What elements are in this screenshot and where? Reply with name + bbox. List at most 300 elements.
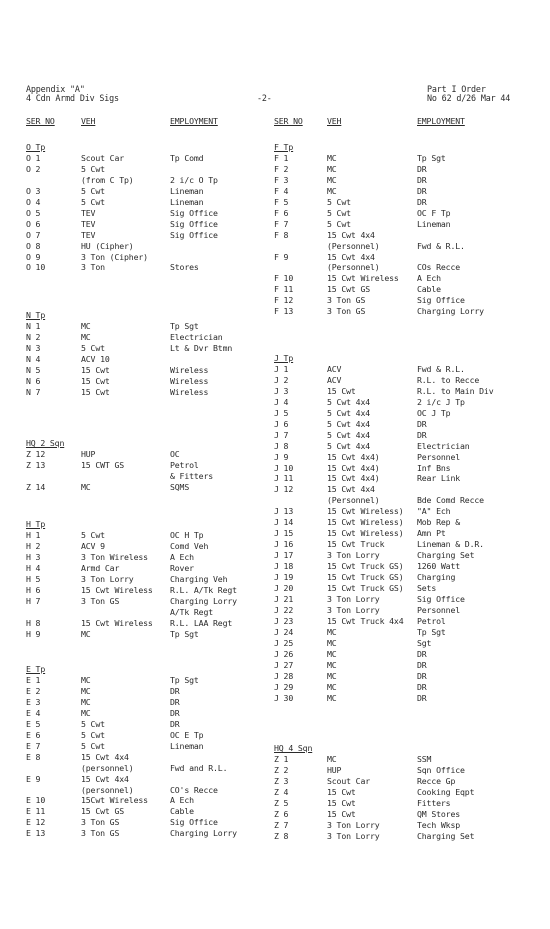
- right-row-ser-no: J 13: [274, 506, 294, 517]
- right-row-ser-no: F 1: [274, 152, 289, 163]
- right-row-ser-no: J 28: [274, 670, 294, 681]
- unit-label: 4 Cdn Armd Div Sigs: [26, 93, 119, 103]
- right-row-employment: Fitters: [417, 797, 451, 808]
- right-row-vehicle: 15 Cwt: [327, 808, 356, 819]
- right-row-employment: Charging: [417, 572, 456, 582]
- right-row-vehicle: 3 Ton GS: [327, 295, 366, 306]
- left-row-vehicle: TEV: [81, 218, 96, 229]
- right-row-vehicle: 15 Cwt Wireless: [327, 273, 399, 284]
- right-row-employment: 2 i/c J Tp: [417, 396, 465, 407]
- left-section-title: N Tp: [26, 310, 46, 320]
- left-row-ser-no: H 2: [26, 540, 41, 551]
- right-section-title: HQ 4 Sqn: [274, 743, 313, 753]
- right-row-employment: DR: [417, 648, 427, 659]
- left-row-employment: DR: [170, 707, 180, 718]
- right-section-title: F Tp: [274, 142, 294, 152]
- left-row-ser-no: O 3: [26, 185, 41, 196]
- left-row-ser-no: E 12: [26, 817, 46, 828]
- right-row-vehicle: 5 Cwt: [327, 196, 351, 207]
- order-number: No 62 d/26 Mar 44: [427, 93, 511, 103]
- right-row-ser-no: Z 5: [274, 797, 289, 808]
- right-row-ser-no: J 10: [274, 462, 294, 473]
- right-row-ser-no: Z 4: [274, 786, 289, 797]
- right-row-vehicle: 15 Cwt: [327, 786, 356, 797]
- right-row-vehicle: MC: [327, 659, 337, 670]
- right-row-vehicle: ACV: [327, 374, 342, 385]
- right-row-employment: Lineman & D.R.: [417, 539, 484, 550]
- left-row-ser-no: O 5: [26, 207, 41, 218]
- right-row-ser-no: F 8: [274, 229, 289, 240]
- right-row-employment: Sqn Office: [417, 764, 465, 775]
- left-row-employment: Wireless: [170, 364, 209, 375]
- left-row-vehicle: (from C Tp): [81, 174, 134, 185]
- right-row-ser-no: J 6: [274, 418, 289, 429]
- left-row-vehicle: 15 Cwt GS: [81, 806, 125, 817]
- left-row-vehicle: 15 Cwt Wireless: [81, 584, 153, 595]
- left-row-vehicle: 5 Cwt: [81, 718, 105, 729]
- left-row-ser-no: H 4: [26, 562, 41, 573]
- right-row-employment: OC F Tp: [417, 207, 451, 218]
- right-row-ser-no: J 2: [274, 374, 289, 385]
- left-row-ser-no: E 7: [26, 740, 41, 751]
- left-row-ser-no: O 9: [26, 251, 41, 262]
- right-row-vehicle: 5 Cwt 4x4: [327, 418, 371, 429]
- left-row-ser-no: H 7: [26, 595, 41, 606]
- right-row-vehicle: 15 Cwt 4x4): [327, 451, 380, 462]
- left-row-employment: OC H Tp: [170, 530, 204, 540]
- right-row-ser-no: J 23: [274, 615, 294, 626]
- right-row-ser-no: F 9: [274, 251, 289, 262]
- right-row-vehicle: 5 Cwt 4x4: [327, 429, 371, 440]
- left-row-ser-no: O 1: [26, 152, 41, 163]
- left-row-ser-no: H 8: [26, 617, 41, 628]
- right-row-ser-no: F 10: [274, 273, 294, 284]
- left-row-vehicle: MC: [81, 331, 91, 342]
- right-row-employment: Cable: [417, 284, 441, 295]
- left-row-employment: Stores: [170, 262, 199, 273]
- left-row-ser-no: N 5: [26, 364, 41, 375]
- left-row-employment: Sig Office: [170, 229, 218, 240]
- left-row-employment: SQMS: [170, 481, 190, 492]
- left-row-employment: DR: [170, 696, 180, 707]
- left-row-vehicle: 15 Cwt: [81, 364, 110, 375]
- left-row-vehicle: 15 Cwt 4x4: [81, 751, 129, 762]
- right-row-employment: DR: [417, 163, 427, 174]
- right-row-vehicle: HUP: [327, 764, 342, 775]
- right-row-vehicle: (Personnel): [327, 495, 380, 506]
- left-row-employment: Wireless: [170, 386, 209, 397]
- left-row-vehicle: ACV 10: [81, 353, 110, 364]
- right-row-vehicle: 15 Cwt Truck GS): [327, 583, 404, 593]
- right-row-ser-no: J 9: [274, 451, 289, 462]
- left-section-title: H Tp: [26, 519, 46, 529]
- right-row-vehicle: MC: [327, 626, 337, 637]
- right-row-employment: Tp Sgt: [417, 626, 446, 637]
- order-title: Part I Order: [427, 84, 486, 94]
- right-row-ser-no: F 13: [274, 306, 294, 317]
- left-row-ser-no: N 1: [26, 320, 41, 331]
- left-row-vehicle: ACV 9: [81, 540, 105, 551]
- right-row-employment: Inf Bns: [417, 462, 451, 473]
- left-row-employment: Charging Lorry: [170, 595, 237, 606]
- right-row-vehicle: 15 Cwt 4x4): [327, 473, 380, 484]
- right-row-employment: Lineman: [417, 218, 451, 229]
- right-row-employment: Fwd & R.L.: [417, 363, 465, 374]
- right-row-employment: Charging Lorry: [417, 306, 484, 317]
- right-row-employment: R.L. to Recce: [417, 374, 480, 385]
- left-row-employment: Wireless: [170, 375, 209, 386]
- left-row-vehicle: HU (Cipher): [81, 240, 134, 251]
- left-row-ser-no: E 1: [26, 675, 41, 685]
- right-col-employment-header: EMPLOYMENT: [417, 116, 465, 126]
- left-section-title: O Tp: [26, 142, 46, 152]
- left-row-vehicle: MC: [81, 628, 91, 639]
- left-row-employment: Rover: [170, 562, 194, 573]
- left-row-employment: 2 i/c O Tp: [170, 174, 218, 185]
- left-row-employment: Electrician: [170, 331, 223, 342]
- left-row-ser-no: E 2: [26, 685, 41, 696]
- left-row-employment: Sig Office: [170, 817, 218, 828]
- right-row-vehicle: 5 Cwt 4x4: [327, 407, 371, 418]
- right-row-employment: DR: [417, 659, 427, 670]
- left-row-vehicle: Scout Car: [81, 152, 125, 163]
- right-row-vehicle: MC: [327, 670, 337, 681]
- left-row-ser-no: E 5: [26, 718, 41, 729]
- right-row-employment: OC J Tp: [417, 407, 451, 418]
- right-row-ser-no: J 18: [274, 561, 294, 571]
- right-row-vehicle: 15 Cwt: [327, 797, 356, 808]
- right-row-vehicle: MC: [327, 163, 337, 174]
- left-row-vehicle: 3 Ton Wireless: [81, 551, 148, 562]
- left-row-employment: Comd Veh: [170, 540, 209, 551]
- left-row-ser-no: Z 14: [26, 481, 46, 492]
- right-row-ser-no: J 20: [274, 583, 294, 593]
- right-row-ser-no: F 11: [274, 284, 294, 295]
- right-row-ser-no: J 19: [274, 572, 294, 582]
- left-row-ser-no: E 9: [26, 773, 41, 784]
- left-row-ser-no: E 3: [26, 696, 41, 707]
- left-row-employment: & Fitters: [170, 470, 214, 481]
- left-row-employment: Tp Sgt: [170, 675, 199, 685]
- left-row-ser-no: H 5: [26, 573, 41, 584]
- right-row-vehicle: 15 Cwt GS: [327, 284, 371, 295]
- right-row-employment: DR: [417, 418, 427, 429]
- right-row-vehicle: 15 Cwt 4x4: [327, 484, 375, 495]
- right-row-ser-no: J 5: [274, 407, 289, 418]
- left-row-vehicle: (personnel): [81, 784, 134, 795]
- right-row-vehicle: 3 Ton Lorry: [327, 550, 380, 561]
- right-row-ser-no: F 4: [274, 185, 289, 196]
- left-row-vehicle: 15 Cwt: [81, 375, 110, 386]
- right-row-vehicle: 5 Cwt 4x4: [327, 396, 371, 407]
- right-row-vehicle: (Personnel): [327, 262, 380, 273]
- right-row-employment: Tp Sgt: [417, 152, 446, 163]
- right-row-ser-no: J 24: [274, 626, 294, 637]
- right-row-vehicle: 15 Cwt Wireless): [327, 528, 404, 539]
- left-row-vehicle: 15 Cwt Wireless: [81, 617, 153, 628]
- left-row-employment: Tp Sgt: [170, 320, 199, 331]
- left-row-employment: Sig Office: [170, 207, 218, 218]
- left-row-ser-no: E 4: [26, 707, 41, 718]
- left-row-ser-no: H 3: [26, 551, 41, 562]
- left-row-ser-no: N 3: [26, 342, 41, 353]
- left-row-vehicle: 3 Ton GS: [81, 828, 120, 839]
- left-row-vehicle: MC: [81, 707, 91, 718]
- left-row-employment: CO's Recce: [170, 784, 218, 795]
- right-row-vehicle: 3 Ton Lorry: [327, 819, 380, 830]
- right-row-employment: Fwd & R.L.: [417, 240, 465, 251]
- right-row-vehicle: 5 Cwt 4x4: [327, 440, 371, 451]
- left-row-vehicle: MC: [81, 685, 91, 696]
- right-row-vehicle: 3 Ton Lorry: [327, 604, 380, 615]
- right-row-vehicle: 15 Cwt Truck: [327, 539, 385, 550]
- right-row-vehicle: 3 Ton Lorry: [327, 830, 380, 841]
- left-row-employment: Lt & Dvr Btmn: [170, 342, 233, 353]
- left-row-ser-no: O 6: [26, 218, 41, 229]
- right-row-ser-no: J 11: [274, 473, 294, 484]
- right-row-ser-no: J 27: [274, 659, 294, 670]
- left-row-vehicle: 15Cwt Wireless: [81, 795, 148, 806]
- page-number: -2-: [257, 93, 272, 103]
- left-row-ser-no: N 6: [26, 375, 41, 386]
- left-row-vehicle: 5 Cwt: [81, 163, 105, 174]
- right-row-ser-no: J 3: [274, 385, 289, 396]
- left-row-vehicle: 15 Cwt 4x4: [81, 773, 129, 784]
- right-row-vehicle: MC: [327, 754, 337, 764]
- left-row-vehicle: HUP: [81, 448, 96, 459]
- right-row-employment: Sig Office: [417, 593, 465, 604]
- left-row-vehicle: 3 Ton GS: [81, 817, 120, 828]
- right-row-employment: Petrol: [417, 615, 446, 626]
- left-row-vehicle: 5 Cwt: [81, 342, 105, 353]
- right-col-ser-header: SER NO: [274, 116, 303, 126]
- right-row-employment: 1260 Watt: [417, 561, 461, 571]
- right-row-employment: Recce Gp: [417, 775, 456, 786]
- left-row-vehicle: 5 Cwt: [81, 196, 105, 207]
- right-row-ser-no: Z 3: [274, 775, 289, 786]
- left-row-employment: Petrol: [170, 459, 199, 470]
- left-row-vehicle: 5 Cwt: [81, 530, 105, 540]
- left-section-title: HQ 2 Sqn: [26, 438, 65, 448]
- right-row-employment: Cooking Eqpt: [417, 786, 475, 797]
- right-row-employment: COs Recce: [417, 262, 461, 273]
- right-row-employment: Electrician: [417, 440, 470, 451]
- right-row-employment: SSM: [417, 754, 432, 764]
- right-row-vehicle: 15 Cwt Truck 4x4: [327, 615, 404, 626]
- right-row-vehicle: Scout Car: [327, 775, 371, 786]
- left-row-ser-no: H 6: [26, 584, 41, 595]
- right-row-ser-no: Z 1: [274, 754, 289, 764]
- left-row-ser-no: H 1: [26, 530, 41, 540]
- left-row-employment: Lineman: [170, 740, 204, 751]
- left-row-employment: R.L. LAA Regt: [170, 617, 233, 628]
- right-row-ser-no: Z 6: [274, 808, 289, 819]
- right-row-ser-no: J 12: [274, 484, 294, 495]
- right-row-vehicle: MC: [327, 637, 337, 648]
- right-row-vehicle: ACV: [327, 363, 342, 374]
- left-row-vehicle: MC: [81, 320, 91, 331]
- right-row-employment: QM Stores: [417, 808, 461, 819]
- left-row-ser-no: E 6: [26, 729, 41, 740]
- left-row-vehicle: 5 Cwt: [81, 185, 105, 196]
- left-row-ser-no: O 2: [26, 163, 41, 174]
- right-row-ser-no: J 21: [274, 593, 294, 604]
- left-row-ser-no: E 8: [26, 751, 41, 762]
- left-row-vehicle: TEV: [81, 229, 96, 240]
- left-col-veh-header: VEH: [81, 116, 96, 126]
- right-row-employment: Charging Set: [417, 550, 475, 561]
- right-row-employment: DR: [417, 429, 427, 440]
- left-row-ser-no: N 2: [26, 331, 41, 342]
- right-row-ser-no: F 7: [274, 218, 289, 229]
- left-section-title: E Tp: [26, 664, 46, 674]
- right-row-employment: DR: [417, 174, 427, 185]
- right-row-employment: Tech Wksp: [417, 819, 461, 830]
- left-row-ser-no: O 8: [26, 240, 41, 251]
- right-row-vehicle: 15 Cwt 4x4: [327, 251, 375, 262]
- left-row-employment: Sig Office: [170, 218, 218, 229]
- right-row-vehicle: 15 Cwt 4x4): [327, 462, 380, 473]
- right-row-ser-no: J 25: [274, 637, 294, 648]
- right-row-vehicle: (Personnel): [327, 240, 380, 251]
- appendix-label: Appendix "A": [26, 84, 85, 94]
- left-row-ser-no: Z 13: [26, 459, 46, 470]
- left-row-vehicle: MC: [81, 481, 91, 492]
- right-row-ser-no: J 4: [274, 396, 289, 407]
- left-row-ser-no: E 10: [26, 795, 46, 806]
- right-row-employment: DR: [417, 185, 427, 196]
- right-row-ser-no: J 26: [274, 648, 294, 659]
- left-row-employment: Lineman: [170, 185, 204, 196]
- left-row-ser-no: O 4: [26, 196, 41, 207]
- right-row-vehicle: 5 Cwt: [327, 207, 351, 218]
- left-row-employment: Charging Lorry: [170, 828, 237, 839]
- left-row-vehicle: 3 Ton (Cipher): [81, 251, 148, 262]
- right-row-employment: Mob Rep &: [417, 517, 461, 528]
- right-row-vehicle: MC: [327, 185, 337, 196]
- left-row-vehicle: (personnel): [81, 762, 134, 773]
- left-row-vehicle: TEV: [81, 207, 96, 218]
- right-row-ser-no: J 30: [274, 692, 294, 703]
- right-row-ser-no: J 16: [274, 539, 294, 550]
- right-row-ser-no: Z 8: [274, 830, 289, 841]
- left-row-vehicle: 3 Ton: [81, 262, 105, 273]
- right-row-ser-no: J 14: [274, 517, 294, 528]
- right-row-employment: DR: [417, 670, 427, 681]
- right-row-employment: DR: [417, 692, 427, 703]
- right-row-ser-no: J 15: [274, 528, 294, 539]
- left-row-employment: A/Tk Regt: [170, 606, 214, 617]
- left-row-ser-no: N 7: [26, 386, 41, 397]
- right-row-employment: A Ech: [417, 273, 441, 284]
- left-row-vehicle: 15 CWT GS: [81, 459, 125, 470]
- right-row-employment: Sgt: [417, 637, 432, 648]
- left-row-employment: Fwd and R.L.: [170, 762, 228, 773]
- right-row-employment: Sig Office: [417, 295, 465, 306]
- right-row-vehicle: 5 Cwt: [327, 218, 351, 229]
- left-row-employment: Tp Comd: [170, 152, 204, 163]
- right-row-ser-no: F 3: [274, 174, 289, 185]
- left-row-ser-no: Z 12: [26, 448, 46, 459]
- left-row-employment: DR: [170, 718, 180, 729]
- right-row-employment: Amn Pt: [417, 528, 446, 539]
- right-row-vehicle: MC: [327, 692, 337, 703]
- left-row-employment: OC E Tp: [170, 729, 204, 740]
- right-row-vehicle: 3 Ton Lorry: [327, 593, 380, 604]
- right-section-title: J Tp: [274, 353, 294, 363]
- right-row-vehicle: MC: [327, 152, 337, 163]
- right-row-vehicle: 15 Cwt Wireless): [327, 506, 404, 517]
- left-row-employment: Charging Veh: [170, 573, 228, 584]
- left-row-vehicle: Armd Car: [81, 562, 120, 573]
- right-row-vehicle: 15 Cwt Truck GS): [327, 572, 404, 582]
- right-row-ser-no: Z 2: [274, 764, 289, 775]
- right-row-ser-no: F 6: [274, 207, 289, 218]
- right-row-vehicle: MC: [327, 681, 337, 692]
- left-row-vehicle: MC: [81, 675, 91, 685]
- right-row-ser-no: J 17: [274, 550, 294, 561]
- left-row-employment: Cable: [170, 806, 194, 817]
- right-row-ser-no: J 8: [274, 440, 289, 451]
- right-row-vehicle: MC: [327, 174, 337, 185]
- right-row-employment: Personnel: [417, 451, 461, 462]
- right-row-ser-no: J 29: [274, 681, 294, 692]
- right-row-vehicle: 15 Cwt Wireless): [327, 517, 404, 528]
- right-row-employment: DR: [417, 196, 427, 207]
- left-row-employment: A Ech: [170, 551, 194, 562]
- left-row-ser-no: H 9: [26, 628, 41, 639]
- right-row-ser-no: J 7: [274, 429, 289, 440]
- right-row-vehicle: 15 Cwt: [327, 385, 356, 396]
- left-row-vehicle: 15 Cwt: [81, 386, 110, 397]
- left-row-ser-no: E 11: [26, 806, 46, 817]
- right-row-ser-no: Z 7: [274, 819, 289, 830]
- right-row-vehicle: 15 Cwt 4x4: [327, 229, 375, 240]
- right-row-employment: R.L. to Main Div: [417, 385, 494, 396]
- left-row-employment: Lineman: [170, 196, 204, 207]
- right-row-employment: Rear Link: [417, 473, 461, 484]
- left-row-vehicle: 5 Cwt: [81, 729, 105, 740]
- left-row-employment: Tp Sgt: [170, 628, 199, 639]
- left-row-ser-no: O 10: [26, 262, 46, 273]
- left-row-vehicle: 3 Ton Lorry: [81, 573, 134, 584]
- left-row-vehicle: MC: [81, 696, 91, 707]
- right-row-vehicle: 3 Ton GS: [327, 306, 366, 317]
- right-row-ser-no: F 5: [274, 196, 289, 207]
- left-row-vehicle: 3 Ton GS: [81, 595, 120, 606]
- right-row-employment: "A" Ech: [417, 506, 451, 517]
- right-row-vehicle: MC: [327, 648, 337, 659]
- left-row-vehicle: 5 Cwt: [81, 740, 105, 751]
- right-row-employment: Bde Comd Recce: [417, 495, 484, 506]
- left-row-employment: R.L. A/Tk Regt: [170, 584, 237, 595]
- right-row-ser-no: F 12: [274, 295, 294, 306]
- right-row-vehicle: 15 Cwt Truck GS): [327, 561, 404, 571]
- left-col-ser-header: SER NO: [26, 116, 55, 126]
- left-col-employment-header: EMPLOYMENT: [170, 116, 218, 126]
- left-row-ser-no: O 7: [26, 229, 41, 240]
- left-row-ser-no: E 13: [26, 828, 46, 839]
- right-row-ser-no: J 1: [274, 363, 289, 374]
- right-row-employment: Personnel: [417, 604, 461, 615]
- left-row-ser-no: N 4: [26, 353, 41, 364]
- right-row-employment: DR: [417, 681, 427, 692]
- right-row-ser-no: J 22: [274, 604, 294, 615]
- right-row-employment: Sets: [417, 583, 437, 593]
- right-row-ser-no: F 2: [274, 163, 289, 174]
- right-col-veh-header: VEH: [327, 116, 342, 126]
- left-row-employment: OC: [170, 448, 180, 459]
